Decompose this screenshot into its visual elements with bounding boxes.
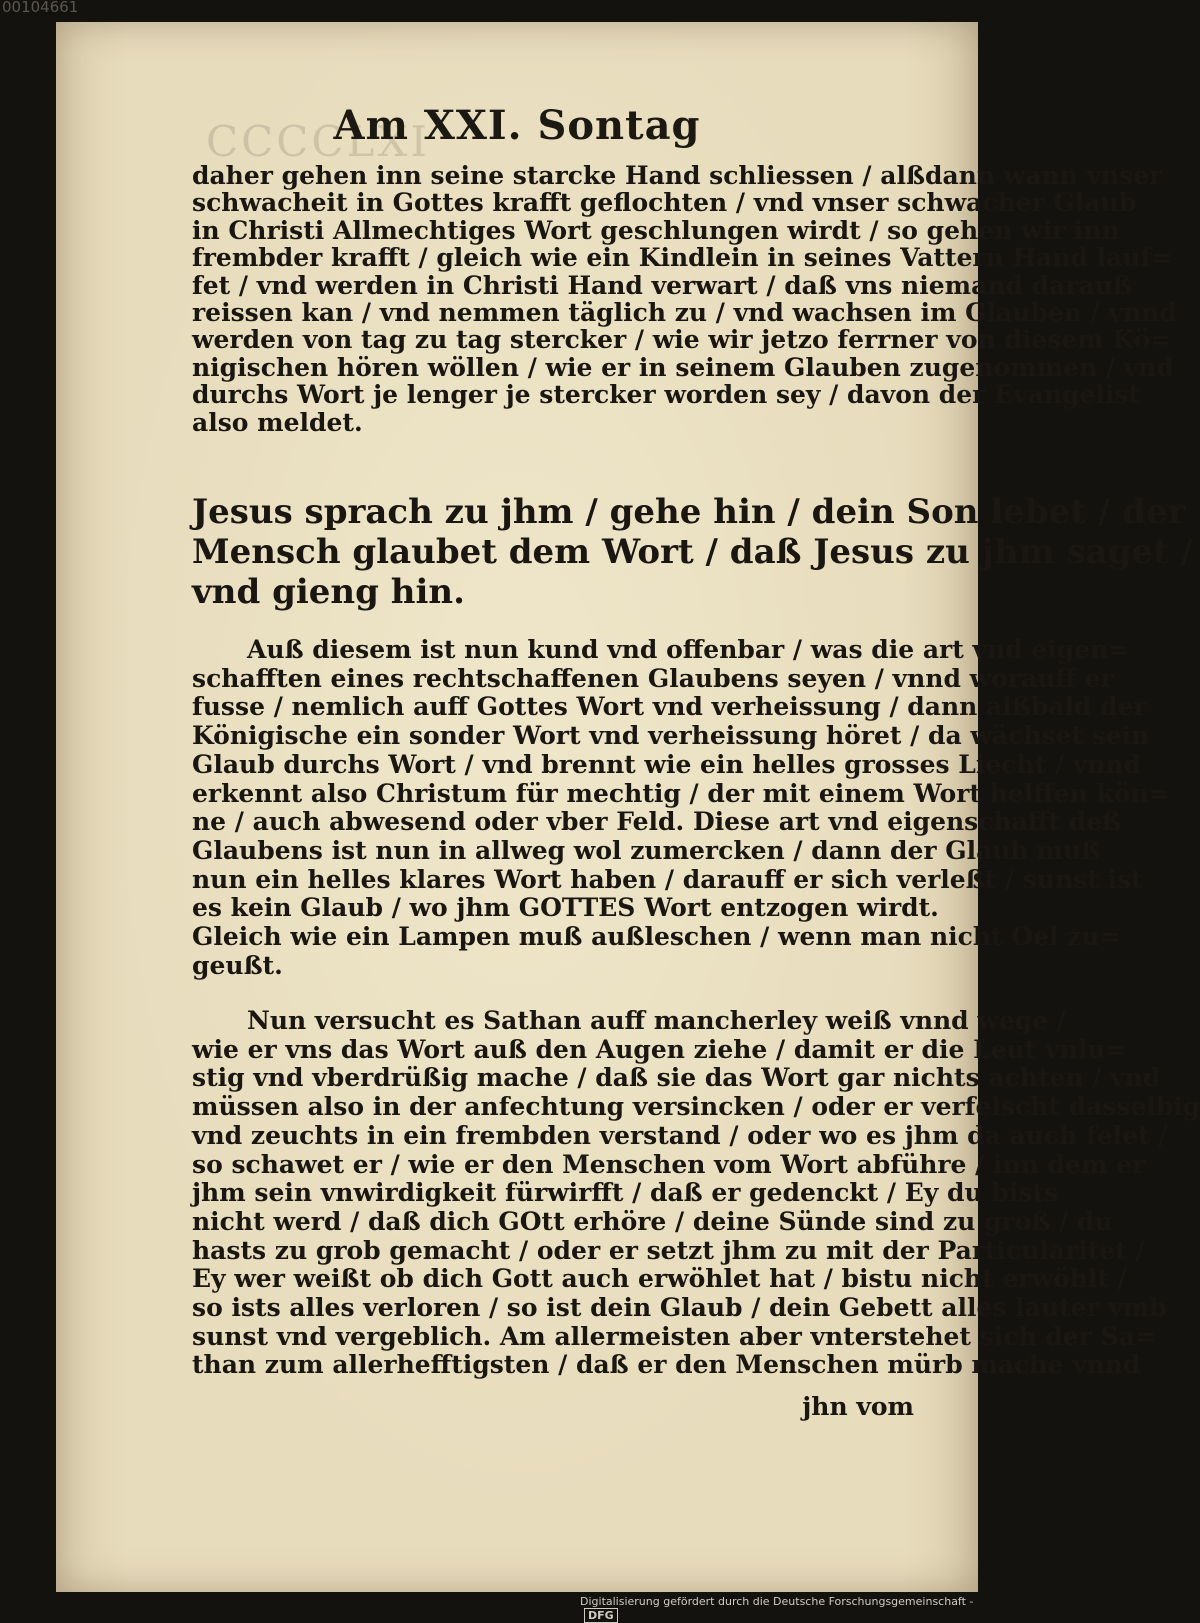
- digitization-credit: [580, 1595, 1000, 1623]
- paragraph-1: [192, 161, 1177, 437]
- paragraph-2: [192, 635, 1170, 980]
- text-line: es kein Glaub / wo jhm GOTTES Wort entzogen wirdt.: [192, 893, 939, 923]
- scripture-quote: [192, 492, 1194, 612]
- text-line: Königische ein sonder Wort vnd verheissung höret / da wächset sein: [192, 721, 1150, 751]
- archive-id: 00104661: [2, 0, 79, 16]
- text-line: müssen also in der anfechtung versincken / oder er verfelscht dasselbig: [192, 1092, 1200, 1122]
- text-line: schafften eines rechtschaffenen Glaubens seyen / vnnd worauff er: [192, 663, 1114, 693]
- text-line: Auß diesem ist nun kund vnd offenbar / was die art vnd eigen=: [247, 635, 1130, 664]
- text-line: so ists alles verloren / so ist dein Glaub / dein Gebett alles lauter vmb: [192, 1293, 1167, 1323]
- scripture-line: Mensch glaubet dem Wort / daß Jesus zu jhm saget /: [192, 532, 1194, 572]
- text-line: Glaubens ist nun in allweg wol zumercken / dann der Glaub muß: [192, 835, 1101, 865]
- text-line: fet / vnd werden in Christi Hand verwart / daß vns niemand darauß: [192, 270, 1132, 300]
- bleed-through-numeral: CCCCLXI: [206, 117, 430, 166]
- book-page: [56, 22, 1200, 1592]
- text-line: Nun versucht es Sathan auff mancherley weiß vnnd wege /: [247, 1006, 1067, 1035]
- text-line: nun ein helles klares Wort haben / darauff er sich verleßt / sunst ist: [192, 864, 1143, 894]
- text-line: erkennt also Christum für mechtig / der mit einem Wort helffen kön=: [192, 778, 1170, 808]
- text-line: durchs Wort je lenger je stercker worden sey / davon der Evangelist: [192, 380, 1140, 410]
- text-line: also meldet.: [192, 407, 363, 437]
- text-line: daher gehen inn seine starcke Hand schliessen / alßdann wann vnser: [192, 161, 1163, 190]
- text-line: than zum allerhefftigsten / daß er den Menschen mürb mache vnnd: [192, 1350, 1141, 1380]
- credit-text: Digitalisierung gefördert durch die Deutsche Forschungsgemeinschaft -: [580, 1595, 974, 1608]
- text-line: nicht werd / daß dich GOtt erhöre / deine Sünde sind zu groß / du: [192, 1206, 1113, 1236]
- text-line: fusse / nemlich auff Gottes Wort vnd verheissung / dann alßbald der: [192, 692, 1147, 722]
- text-line: in Christi Allmechtiges Wort geschlungen wirdt / so gehen wir inn: [192, 215, 1120, 245]
- text-line: jhm sein vnwirdigkeit fürwirfft / daß er gedenckt / Ey du bists: [192, 1178, 1059, 1208]
- text-line: so schawet er / wie er den Menschen vom Wort abführe / inn dem er: [192, 1149, 1146, 1179]
- text-line: vnd zeuchts in ein frembden verstand / oder wo es jhm da auch felet /: [192, 1120, 1168, 1150]
- text-line: reissen kan / vnd nemmen täglich zu / vnd wachsen im Glauben / vnnd: [192, 298, 1177, 328]
- scripture-line: vnd gieng hin.: [192, 572, 465, 612]
- text-line: schwacheit in Gottes krafft geflochten / vnd vnser schwacher Glaub: [192, 188, 1137, 218]
- dfg-logo: DFG: [584, 1608, 618, 1623]
- catchword: jhn vom: [802, 1392, 914, 1421]
- text-line: hasts zu grob gemacht / oder er setzt jhm zu mit der Particularitet /: [192, 1235, 1145, 1265]
- text-line: geußt.: [192, 950, 283, 980]
- scripture-line: Jesus sprach zu jhm / gehe hin / dein Son lebet / der: [192, 492, 1186, 532]
- text-line: wie er vns das Wort auß den Augen ziehe / damit er die Leut vnlu=: [192, 1034, 1127, 1064]
- text-line: stig vnd vberdrüßig mache / daß sie das Wort gar nichts achten / vnd: [192, 1063, 1161, 1093]
- text-line: frembder krafft / gleich wie ein Kindlein in seines Vattern Hand lauf=: [192, 243, 1173, 273]
- text-line: sunst vnd vergeblich. Am allermeisten aber vnterstehet sich der Sa=: [192, 1321, 1156, 1351]
- text-line: werden von tag zu tag stercker / wie wir jetzo ferrner von diesem Kö=: [192, 325, 1172, 355]
- text-line: Glaub durchs Wort / vnd brennt wie ein helles grosses Liecht / vnnd: [192, 749, 1142, 779]
- text-line: Gleich wie ein Lampen muß außleschen / wenn man nicht Oel zu=: [192, 922, 1121, 952]
- text-line: Ey wer weißt ob dich Gott auch erwöhlet hat / bistu nicht erwöhlt /: [192, 1264, 1127, 1294]
- paragraph-3: [192, 1006, 1200, 1380]
- page-header: Am XXI. Sontag: [333, 102, 701, 149]
- text-line: ne / auch abwesend oder vber Feld. Diese art vnd eigenschafft deß: [192, 807, 1122, 837]
- text-line: nigischen hören wöllen / wie er in seinem Glauben zugenommen / vnd: [192, 352, 1174, 382]
